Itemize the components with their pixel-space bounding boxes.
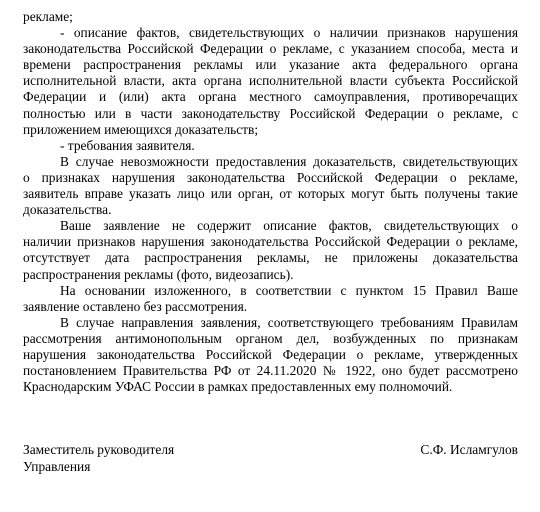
text-line: заявление оставлено без рассмотрения.	[23, 298, 248, 314]
text-line: отсутствует дата распространения рекламы, не приложены доказательства	[23, 250, 518, 266]
text-line: Федерации и (или) акта органа местного самоуправления, противоречащих	[23, 89, 518, 105]
signature-block	[23, 442, 518, 475]
text-line: заявитель вправе указать лицо или орган, от которых могут быть получены такие	[23, 186, 518, 202]
text-line: Краснодарским УФАС России в рамках предоставленных ему полномочий.	[23, 379, 453, 395]
text-line: законодательства Российской Федерации о рекламе, с указанием способа, места и	[23, 41, 518, 57]
text-line: На основании изложенного, в соответствии с пунктом 15 Правил Ваше	[60, 282, 518, 298]
text-line: о признаках нарушения законодательства Российской Федерации о рекламе,	[23, 169, 518, 185]
text-line: времени распространения рекламы или указание акта федерального органа	[23, 57, 518, 73]
text-line: приложением имеющихся доказательств;	[23, 121, 259, 137]
text-line: рассмотрения антимонопольным органом дел, возбужденных по признакам	[23, 330, 518, 346]
text-line: - описание фактов, свидетельствующих о наличии признаков нарушения	[60, 25, 518, 41]
signer-position-continued: Управления	[23, 458, 91, 474]
signer-name: С.Ф. Исламгулов	[420, 442, 518, 457]
text-line: нарушения законодательства Российской Федерации о рекламе, утвержденных	[23, 346, 518, 362]
signature-row	[23, 459, 518, 476]
text-line: рекламе;	[23, 9, 73, 24]
text-line: распространения рекламы (фото, видеозапись).	[23, 266, 294, 282]
signer-position: Заместитель руководителя	[23, 442, 175, 457]
text-line: Ваше заявление не содержит описание фактов, свидетельствующих о	[60, 218, 518, 234]
text-line: постановлением Правительства РФ от 24.11.2020 № 1922, оно будет рассмотрено	[23, 363, 518, 379]
text-line: - требования заявителя.	[60, 137, 195, 153]
text-line: В случае невозможности предоставления доказательств, свидетельствующих	[60, 153, 518, 169]
text-line: наличии признаков нарушения законодательства Российской Федерации о рекламе,	[23, 234, 518, 250]
signature-row	[23, 442, 518, 459]
document-body	[23, 9, 518, 395]
text-line: исполнительной власти, акта органа исполнительной власти субъекта Российской	[23, 73, 518, 89]
text-line: В случае направления заявления, соответствующего требованиям Правилам	[60, 314, 518, 330]
text-line: полностью или в части законодательству Российской Федерации о рекламе, с	[23, 105, 518, 121]
text-line: доказательства.	[23, 202, 112, 218]
